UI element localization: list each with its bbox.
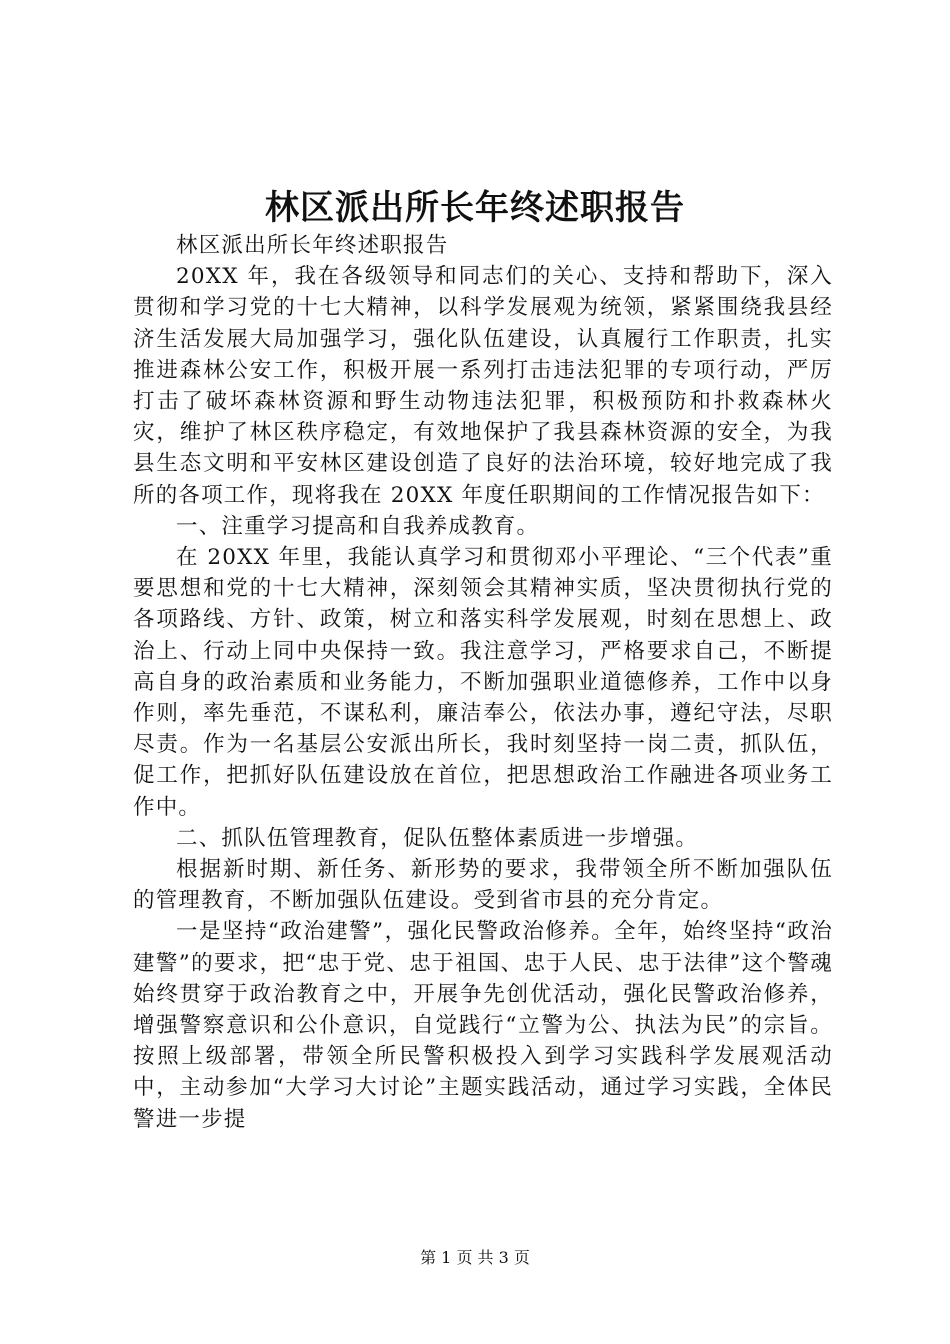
paragraph-subtitle: 林区派出所长年终述职报告 [176, 233, 449, 258]
document-body [133, 230, 833, 1135]
paragraph-study: 在 20XX 年里，我能认真学习和贯彻邓小平理论、“三个代表”重要思想和党的十七大精神，深刻领会其精神实质，坚决贯彻执行党的各项路线、方针、政策，树立和落实科学发展观，时刻在思想上、政治上、行动上同中央保持一致。我注意学习，严格要求自己，不断提高自身的政治素质和业务能力，不断加强职业道德修养，工作中以身作则，率先垂范，不谋私利，廉洁奉公，依法办事，遵纪守法，尽职尽责。作为一名基层公安派出所长，我时刻坚持一岗二责，抓队伍，促工作，把抓好队伍建设放在首位，把思想政治工作融进各项业务工作中。 [133, 545, 833, 820]
section-heading-2: 二、抓队伍管理教育，促队伍整体素质进一步增强。 [176, 825, 699, 851]
page-footer: 第 1 页 共 3 页 [420, 1248, 530, 1267]
section-heading-1: 一、注重学习提高和自我养成教育。 [176, 513, 540, 539]
document-title: 林区派出所长年终述职报告 [265, 188, 685, 228]
paragraph-political-policing: 一是坚持“政治建警”，强化民警政治修养。全年，始终坚持“政治建警”的要求，把“忠于党、忠于祖国、忠于人民、忠于法律”这个警魂始终贯穿于政治教育之中，开展争先创优活动，强化民警政治修养，增强警察意识和公仆意识，自觉践行“立警为公、执法为民”的宗旨。按照上级部署，带领全所民警积极投入到学习实践科学发展观活动中，主动参加“大学习大讨论”主题实践活动，通过学习实践，全体民警进一步提 [133, 919, 833, 1132]
paragraph-intro: 20XX 年，我在各级领导和同志们的关心、支持和帮助下，深入贯彻和学习党的十七大精神，以科学发展观为统领，紧紧围绕我县经济生活发展大局加强学习，强化队伍建设，认真履行工作职责，扎实推进森林公安工作，积极开展一系列打击违法犯罪的专项行动，严厉打击了破坏森林资源和野生动物违法犯罪，积极预防和扑救森林火灾，维护了林区秩序稳定，有效地保护了我县森林资源的安全，为我县生态文明和平安林区建设创造了良好的法治环境，较好地完成了我所的各项工作，现将我在 20XX 年度任职期间的工作情况报告如下： [133, 264, 833, 508]
paragraph-team-management: 根据新时期、新任务、新形势的要求，我带领全所不断加强队伍的管理教育，不断加强队伍建设。受到省市县的充分肯定。 [133, 857, 833, 914]
